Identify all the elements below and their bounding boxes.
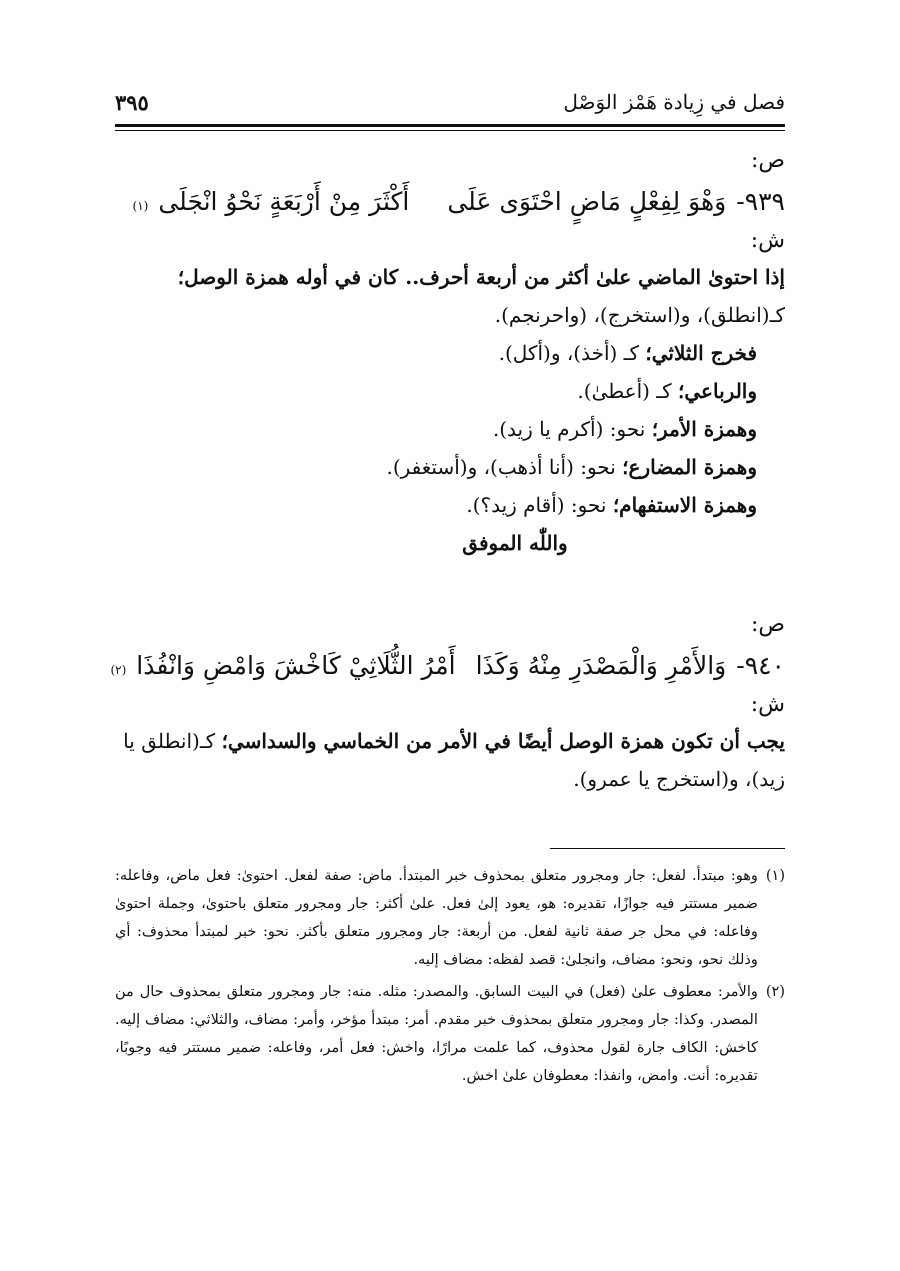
verse-939 bbox=[115, 182, 785, 226]
example-line bbox=[115, 372, 757, 410]
footnote-2 bbox=[115, 978, 785, 1090]
closing-phrase: واللّٰه الموفق bbox=[462, 531, 568, 555]
sad-label: ص: bbox=[750, 612, 785, 637]
example-term: وهمزة الأمر؛ bbox=[651, 417, 757, 441]
verse-hemistich-2: أَكْثَرَ مِنْ أَرْبَعَةٍ نَحْوُ انْجَلَى bbox=[158, 187, 410, 216]
paragraph-intro bbox=[115, 258, 785, 334]
footnote-separator bbox=[550, 848, 785, 849]
verse-hemistich-1: وَالأَمْرِ وَالْمَصْدَرِ مِنْهُ وَكَذَا bbox=[475, 651, 727, 680]
example-line bbox=[115, 448, 757, 486]
section-2 bbox=[110, 610, 785, 798]
paragraph-bold: يجب أن تكون همزة الوصل أيضًا في الأمر من الخماسي والسداسي؛ bbox=[221, 729, 785, 753]
footnote-number: (١) bbox=[765, 868, 785, 884]
section-1 bbox=[115, 146, 785, 562]
shin-label: ش: bbox=[750, 692, 785, 717]
footnote-marker: (٢) bbox=[110, 663, 127, 677]
header-rule-thick bbox=[115, 124, 785, 127]
header-rule-thin bbox=[115, 130, 785, 131]
paragraph-rest: كـ(انطلق يا زيد)، و(استخرج يا عمرو). bbox=[123, 729, 785, 791]
footnote-1 bbox=[115, 862, 785, 974]
example-text: نحو: (أنا أذهب)، و(أستغفر). bbox=[386, 455, 623, 479]
footnote-text: والأمر: معطوف علىٰ (فعل) في البيت السابق. والمصدر: مثله. منه: جار ومجرور متعلق بمحذوف حال من المصدر. وكذا: جار ومجرور متعلق بمحذوف خبر مقدم. أمر: مبتدأ مؤخر، وأمر: مضاف، والثلاثي: مضاف إليه. كاخش: الكاف جارة لقول محذوف، كما علمت مرارًا، واخش: فعل أمر، وفاعله: ضمير مستتر فيه وجوبًا، تقديره: أنت. وامض، وانفذا: معطوفان علىٰ اخش. bbox=[115, 984, 758, 1084]
page-header bbox=[115, 84, 785, 120]
page-number: ٣٩٥ bbox=[115, 89, 149, 115]
example-term: وهمزة المضارع؛ bbox=[622, 455, 757, 479]
running-title: فصل في زِيادة هَمْز الوَصْل bbox=[563, 90, 785, 114]
example-term: والرباعي؛ bbox=[678, 379, 757, 403]
paragraph-intro-bold: إذا احتوىٰ الماضي علىٰ أكثر من أربعة أحرف.. كان في أوله همزة الوصل؛ bbox=[177, 265, 785, 289]
example-text: كـ (أعطىٰ). bbox=[577, 379, 679, 403]
example-line bbox=[115, 334, 757, 372]
sad-label: ص: bbox=[750, 148, 785, 173]
verse-hemistich-1: وَهْوَ لِفِعْلٍ مَاضٍ احْتَوَى عَلَى bbox=[447, 187, 727, 216]
shin-label: ش: bbox=[750, 228, 785, 253]
example-list bbox=[115, 334, 785, 524]
example-line bbox=[115, 486, 757, 524]
footnote-marker: (١) bbox=[132, 199, 149, 213]
example-text: كـ (أخذ)، و(أكل). bbox=[498, 341, 646, 365]
footnote-text: وهو: مبتدأ. لفعل: جار ومجرور متعلق بمحذوف خبر المبتدأ. ماض: صفة لفعل. احتوىٰ: فعل ماض، وفاعله: ضمير مستتر فيه جوازًا، تقديره: هو، يعود إلىٰ فعل. علىٰ أكثر: جار ومجرور متعلق باحتوىٰ، وجملة احتوىٰ وفاعله: في محل جر صفة ثانية لفعل. من أربعة: جار ومجرور متعلق بأكثر. نحو: خبر لمبتدأ محذوف: أي وذلك نحو، ونحو: مضاف، وانجلىٰ: قصد لفظه: مضاف إليه. bbox=[115, 868, 758, 968]
paragraph-explanation bbox=[115, 722, 785, 798]
verse-number: ٩٣٩- bbox=[736, 187, 785, 216]
example-line bbox=[115, 410, 757, 448]
footnote-number: (٢) bbox=[765, 984, 785, 1000]
verse-hemistich-2: أَمْرُ الثُّلَاثِيْ كَاخْشَ وَامْضِ وَانْفُذَا bbox=[136, 651, 456, 680]
verse-940 bbox=[110, 646, 785, 690]
example-term: وهمزة الاستفهام؛ bbox=[612, 493, 757, 517]
verse-number: ٩٤٠- bbox=[736, 651, 785, 680]
paragraph-intro-rest: كـ(انطلق)، و(استخرج)، (واحرنجم). bbox=[494, 303, 785, 327]
footnotes bbox=[115, 862, 785, 1094]
example-text: نحو: (أقام زيد؟). bbox=[466, 493, 613, 517]
example-term: فخرج الثلاثي؛ bbox=[645, 341, 757, 365]
example-text: نحو: (أكرم يا زيد). bbox=[492, 417, 652, 441]
